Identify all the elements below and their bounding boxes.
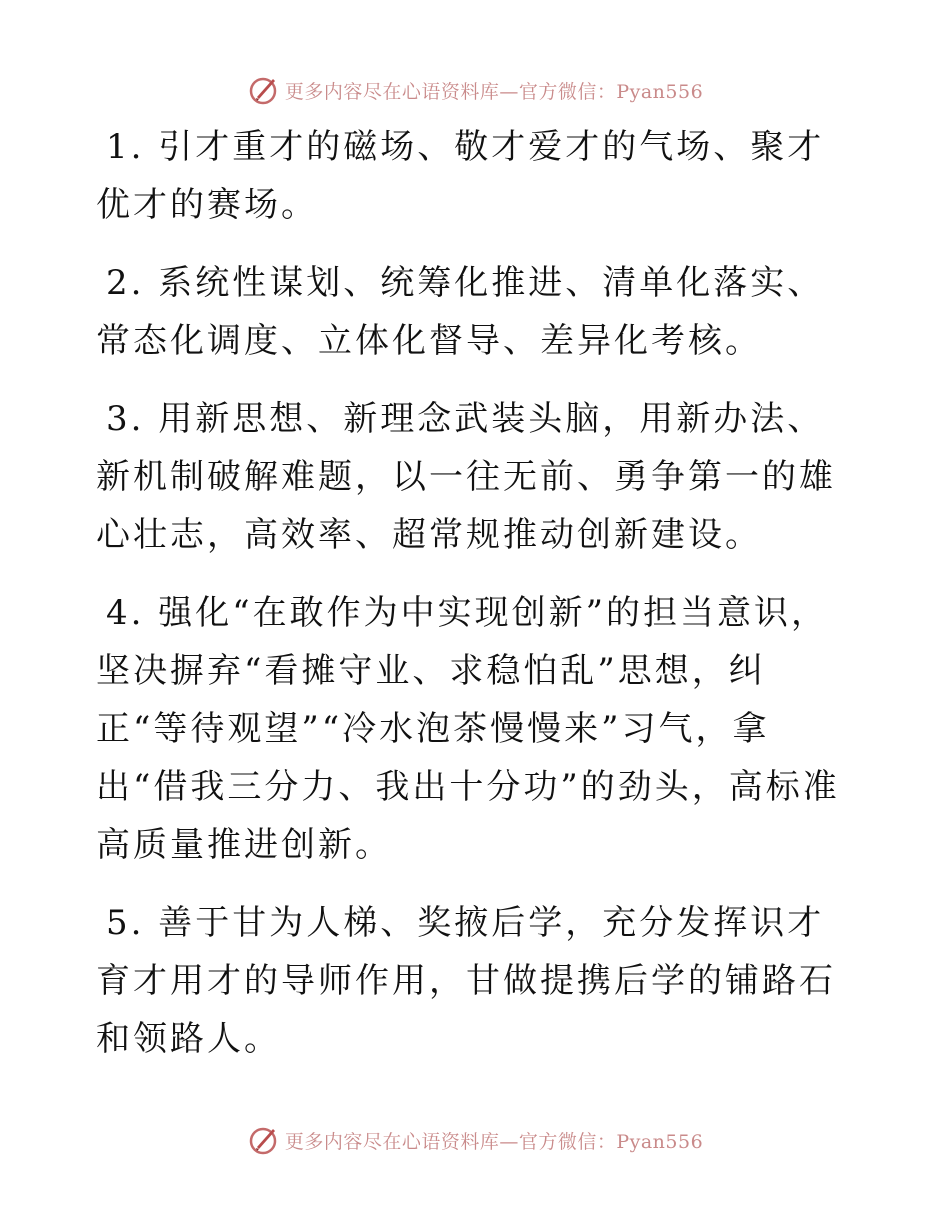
footer-banner-text: 更多内容尽在心语资料库—官方微信：Pyan556 [284, 1130, 704, 1153]
header-watermark-banner [0, 70, 950, 110]
header-banner-text: 更多内容尽在心语资料库—官方微信：Pyan556 [284, 80, 704, 103]
paragraph-2: 2. 系统性谋划、统筹化推进、清单化落实、常态化调度、立体化督导、差异化考核。 [96, 263, 825, 361]
quill-pen-logo-icon [247, 1123, 281, 1157]
quill-pen-logo-icon [247, 73, 281, 107]
paragraph-5: 5. 善于甘为人梯、奖掖后学，充分发挥识才育才用才的导师作用，甘做提携后学的铺路石和领路人。 [96, 903, 836, 1059]
paragraph-4: 4. 强化“在敢作为中实现创新”的担当意识，坚决摒弃“看摊守业、求稳怕乱”思想，纠正“等待观望”“冷水泡茶慢慢来”习气，拿出“借我三分力、我出十分功”的劲头，高标准高质量推进创新。 [96, 593, 840, 865]
paragraph-3: 3. 用新思想、新理念武装头脑，用新办法、新机制破解难题，以一往无前、勇争第一的雄心壮志，高效率、超常规推动创新建设。 [96, 399, 836, 555]
paragraph-1: 1. 引才重才的磁场、敬才爱才的气场、聚才优才的赛场。 [96, 127, 825, 225]
footer-watermark-banner [0, 1120, 950, 1160]
document-body [96, 118, 856, 1088]
